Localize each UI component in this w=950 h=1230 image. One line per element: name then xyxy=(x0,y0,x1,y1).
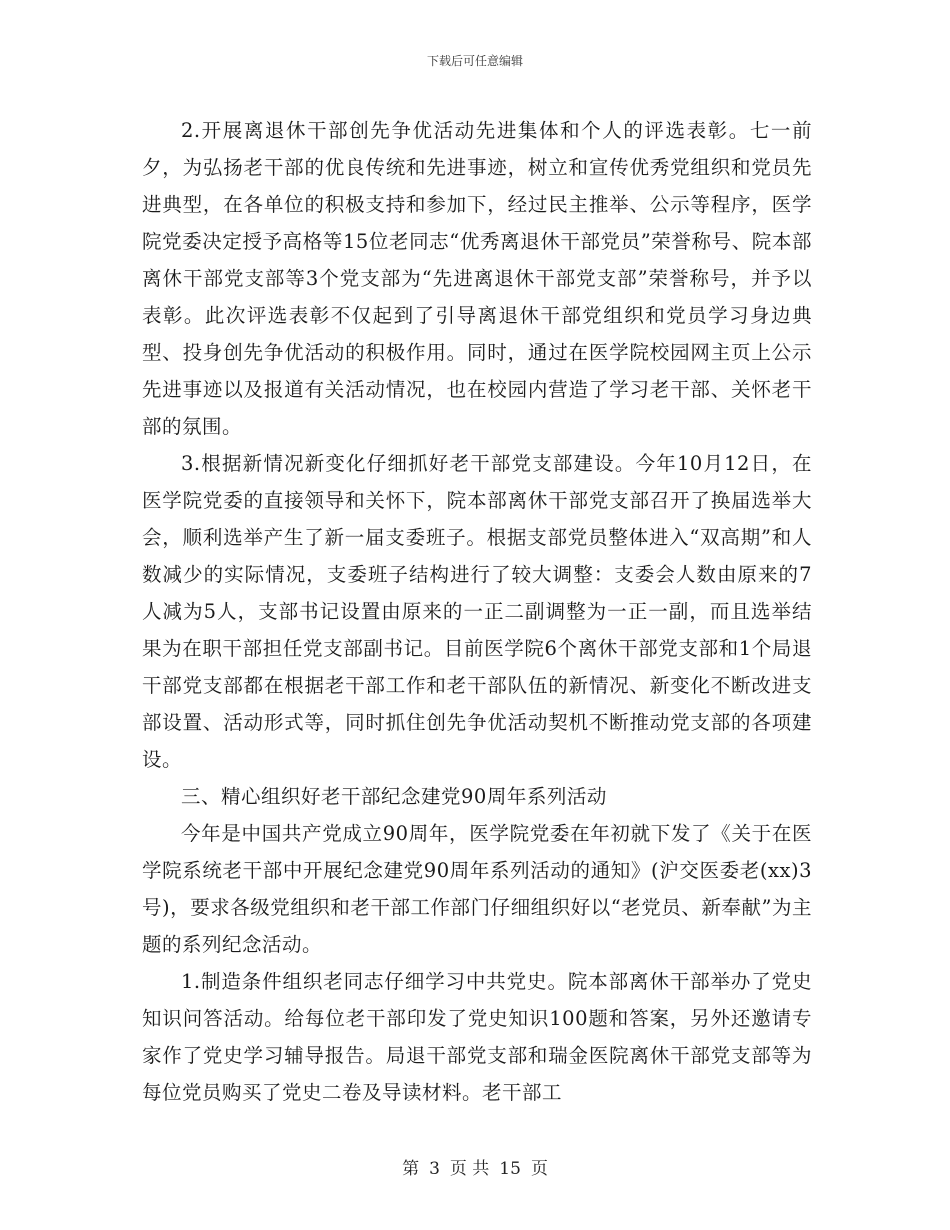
paragraph-section-intro: 今年是中国共产党成立90周年，医学院党委在年初就下发了《关于在医学院系统老干部中开展纪念建党90周年系列活动的通知》(沪交医委老(xx)3号)，要求各级党组织和老干部工作部门仔细组织好以“老党员、新奉献”为主题的系列纪念活动。 xyxy=(142,822,812,956)
page-footer xyxy=(0,1154,950,1179)
page-number-current: 3 xyxy=(429,1159,440,1179)
document-body xyxy=(142,112,812,1111)
paragraph-item-3: 3.根据新情况新变化仔细抓好老干部党支部建设。今年10月12日，在医学院党委的直接领导和关怀下，院本部离休干部党支部召开了换届选举大会，顺利选举产生了新一届支委班子。根据支部党员整体进入“双高期”和人数减少的实际情况，支委班子结构进行了较大调整：支委会人数由原来的7人减为5人，支部书记设置由原来的一正二副调整为一正一副，而且选举结果为在职干部担任党支部副书记。目前医学院6个离休干部党支部和1个局退干部党支部都在根据老干部工作和老干部队伍的新情况、新变化不断改进支部设置、活动形式等，同时抓住创先争优活动契机不断推动党支部的各项建设。 xyxy=(142,452,812,771)
section-heading-3: 三、精心组织好老干部纪念建党90周年系列活动 xyxy=(181,785,607,808)
paragraph-item-1: 1.制造条件组织老同志仔细学习中共党史。院本部离休干部举办了党史知识问答活动。给每位老干部印发了党史知识100题和答案，另外还邀请专家作了党史学习辅导报告。局退干部党支部和瑞金医院离休干部党支部等为每位党员购买了党史二卷及导读材料。老干部工 xyxy=(142,970,812,1104)
page-number-total: 15 xyxy=(499,1159,521,1179)
paragraph-item-2: 2.开展离退休干部创先争优活动先进集体和个人的评选表彰。七一前夕，为弘扬老干部的优良传统和先进事迹，树立和宣传优秀党组织和党员先进典型，在各单位的积极支持和参加下，经过民主推举、公示等程序，医学院党委决定授予高格等15位老同志“优秀离退休干部党员”荣誉称号、院本部离休干部党支部等3个党支部为“先进离退休干部党支部”荣誉称号，并予以表彰。此次评选表彰不仅起到了引导离退休干部党组织和党员学习身边典型、投身创先争优活动的积极作用。同时，通过在医学院校园网主页上公示先进事迹以及报道有关活动情况，也在校园内营造了学习老干部、关怀老干部的氛围。 xyxy=(142,119,812,438)
page-header: 下载后可任意编辑 xyxy=(426,54,523,68)
footer-prefix: 第 xyxy=(402,1159,420,1179)
footer-suffix: 页 xyxy=(530,1159,548,1179)
footer-middle: 页 共 xyxy=(449,1159,490,1179)
